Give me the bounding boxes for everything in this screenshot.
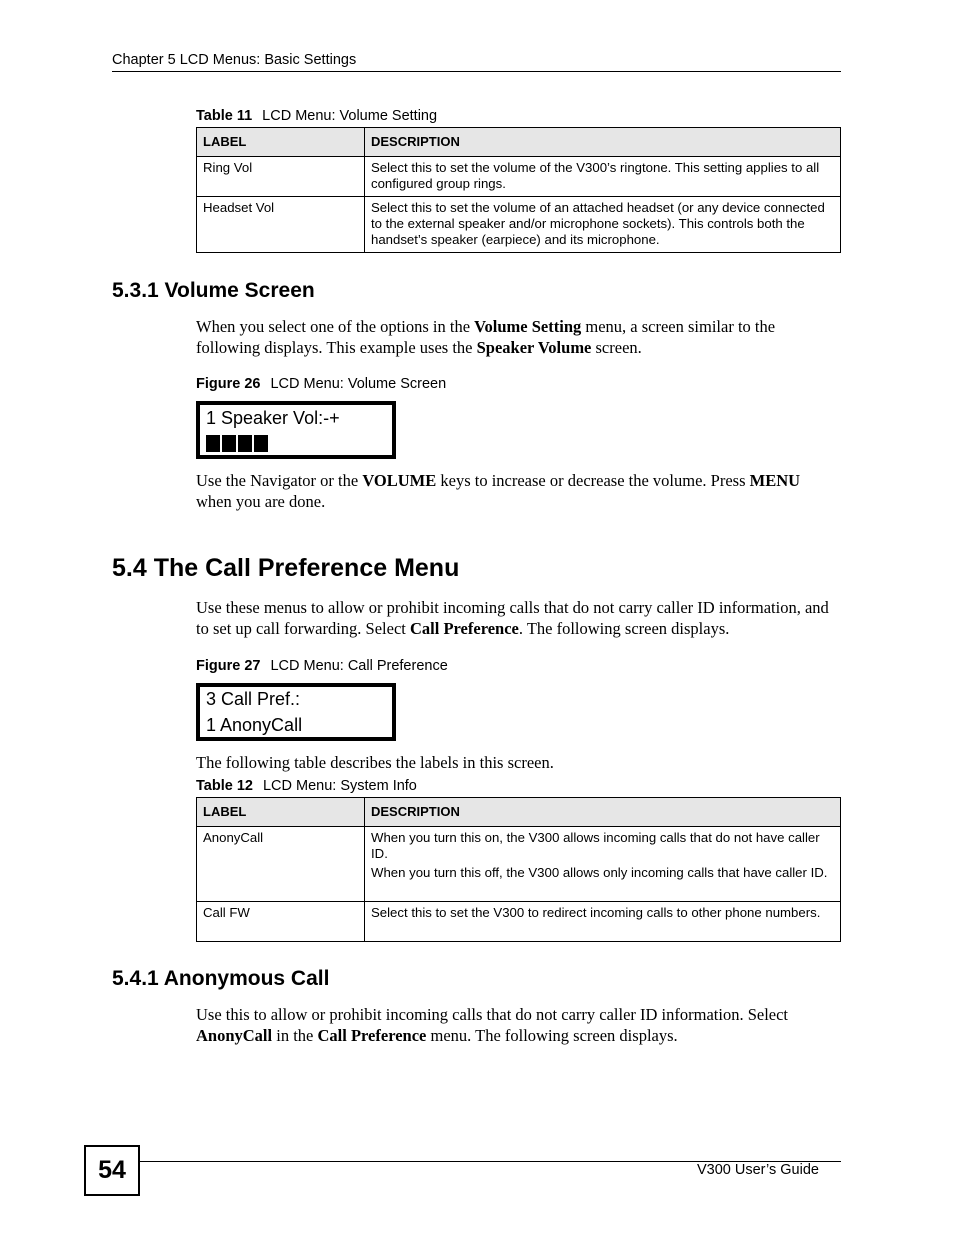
row-description — [365, 902, 841, 942]
paragraph-volume-intro — [196, 316, 836, 358]
table-11-number: Table 11 — [196, 108, 253, 124]
text: screen. — [591, 338, 642, 357]
text: When you select one of the options in the — [196, 317, 475, 336]
table-12-title: LCD Menu: System Info — [262, 778, 417, 794]
footer-guide-title: V300 User’s Guide — [697, 1162, 819, 1178]
table-header-row — [197, 798, 841, 827]
text: Use this to allow or prohibit incoming calls that do not carry caller ID information. Select — [196, 1005, 789, 1024]
text: . The following screen displays. — [518, 619, 730, 638]
paragraph-call-pref-intro — [196, 597, 836, 639]
row-description — [365, 157, 841, 197]
table-row — [197, 197, 841, 253]
header-description: DESCRIPTION — [365, 128, 841, 157]
bold-term: Call Preference — [317, 1026, 427, 1045]
header-description: DESCRIPTION — [365, 798, 841, 827]
volume-bar — [222, 435, 236, 452]
volume-bar — [238, 435, 252, 452]
text: when you are done. — [196, 492, 326, 511]
lcd-line-1: 1 Speaker Vol:-+ — [206, 408, 340, 428]
figure-26-caption — [196, 376, 446, 392]
header-rule — [112, 71, 841, 72]
description-text: When you turn this on, the V300 allows incoming calls that do not have caller ID. — [371, 830, 820, 861]
row-label: Ring Vol — [197, 157, 365, 197]
table-header-row — [197, 128, 841, 157]
text: menu, a screen similar to the following displays. This example uses the — [196, 317, 776, 357]
bold-term: AnonyCall — [196, 1026, 273, 1045]
bold-term: Call Preference — [409, 619, 519, 638]
page-number: 54 — [84, 1145, 140, 1196]
table-11-caption — [196, 108, 437, 124]
bold-term: Speaker Volume — [476, 338, 592, 357]
text: Use the Navigator or the — [196, 471, 363, 490]
header-label: LABEL — [197, 798, 365, 827]
bold-term: MENU — [749, 471, 801, 490]
paragraph-anonymous-call — [196, 1004, 836, 1046]
section-heading-5-4-1: 5.4.1 Anonymous Call — [112, 967, 330, 990]
description-text: Select this to set the volume of the V300’s ringtone. This setting applies to all configured group rings. — [371, 160, 820, 191]
figure-26-title: LCD Menu: Volume Screen — [270, 376, 447, 392]
description-text: Select this to set the volume of an attached headset (or any device connected to the external speaker and/or microphone sockets). This controls both the handset’s speaker (earpiece) and its microphone. — [371, 200, 825, 247]
table-12-caption — [196, 778, 417, 794]
running-header: Chapter 5 LCD Menus: Basic Settings — [112, 52, 357, 68]
table-row — [197, 827, 841, 902]
bold-term: VOLUME — [362, 471, 437, 490]
table-row — [197, 902, 841, 942]
volume-bar — [254, 435, 268, 452]
text: keys to increase or decrease the volume. Press — [436, 471, 750, 490]
table-12-number: Table 12 — [196, 778, 253, 794]
volume-bar — [206, 435, 220, 452]
text: in the — [272, 1026, 318, 1045]
bold-term: Volume Setting — [474, 317, 582, 336]
table-11-title: LCD Menu: Volume Setting — [262, 108, 438, 124]
lcd-call-pref-screen — [196, 683, 396, 741]
description-text: When you turn this off, the V300 allows only incoming calls that have caller ID. — [371, 865, 828, 880]
lcd-line-2: 1 AnonyCall — [206, 715, 303, 735]
paragraph-table-intro: The following table describes the labels in this screen. — [196, 753, 554, 772]
lcd-line-1: 3 Call Pref.: — [206, 689, 301, 709]
row-label: Call FW — [197, 902, 365, 942]
section-heading-5-4: 5.4 The Call Preference Menu — [112, 554, 460, 582]
row-description — [365, 827, 841, 902]
text: Use these menus to allow or prohibit incoming calls that do not carry caller ID information, and to set up call forwarding. Select — [196, 598, 829, 638]
row-label: Headset Vol — [197, 197, 365, 253]
row-description — [365, 197, 841, 253]
description-text: Select this to set the V300 to redirect incoming calls to other phone numbers. — [371, 905, 821, 920]
table-12 — [196, 797, 841, 942]
figure-27-caption — [196, 658, 448, 674]
figure-26-number: Figure 26 — [196, 376, 261, 392]
volume-level-bars — [206, 435, 268, 452]
header-label: LABEL — [197, 128, 365, 157]
figure-27-title: LCD Menu: Call Preference — [270, 658, 448, 674]
section-heading-5-3-1: 5.3.1 Volume Screen — [112, 279, 315, 302]
table-11 — [196, 127, 841, 253]
paragraph-volume-keys — [196, 470, 836, 512]
lcd-volume-screen — [196, 401, 396, 459]
table-row — [197, 157, 841, 197]
text: menu. The following screen displays. — [426, 1026, 678, 1045]
row-label: AnonyCall — [197, 827, 365, 902]
figure-27-number: Figure 27 — [196, 658, 261, 674]
